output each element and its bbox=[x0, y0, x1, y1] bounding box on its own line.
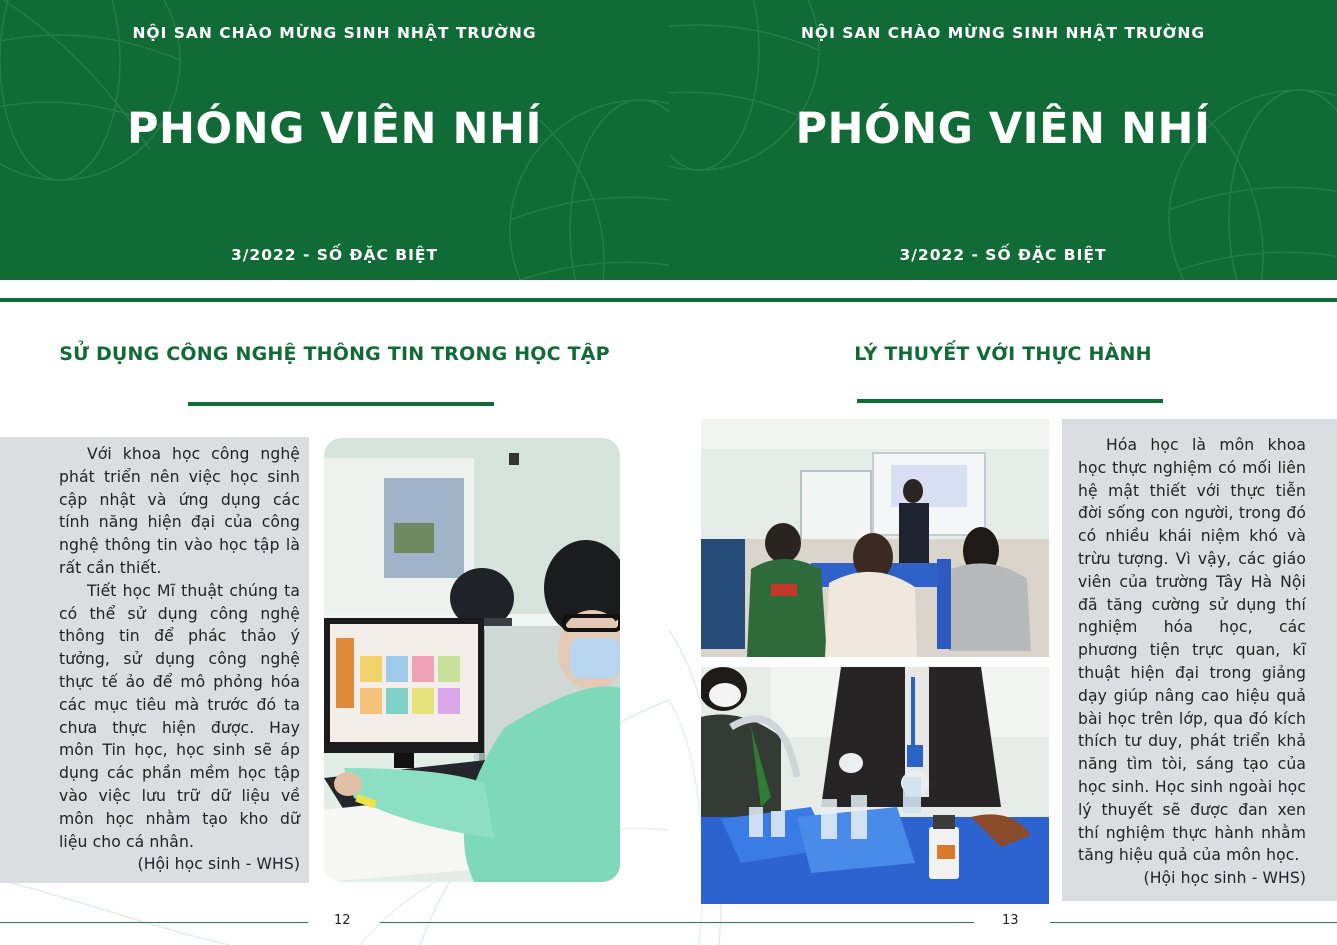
chemistry-lab-photo bbox=[701, 667, 1049, 904]
article-paragraph: Với khoa học công nghệ phát triển nên việc học sinh cập nhật và ứng dụng các tính năng hiện đại của công nghệ thông tin vào học tập là rất cần thiết. bbox=[59, 445, 300, 577]
footer-rule-left bbox=[0, 922, 308, 923]
masthead-banner bbox=[669, 0, 1337, 280]
page-number: 12 bbox=[334, 913, 351, 928]
masthead-title: PHÓNG VIÊN NHÍ bbox=[795, 104, 1211, 154]
article-heading: SỬ DỤNG CÔNG NGHỆ THÔNG TIN TRONG HỌC TẬP bbox=[59, 343, 610, 365]
article-credit: (Hội học sinh - WHS) bbox=[1143, 869, 1306, 888]
masthead-kicker: NỘI SAN CHÀO MỪNG SINH NHẬT TRƯỜNG bbox=[800, 24, 1206, 42]
page-number: 13 bbox=[1002, 913, 1019, 928]
article-body bbox=[59, 443, 300, 876]
article-body bbox=[1078, 434, 1306, 890]
masthead-issue: 3/2022 - SỐ ĐẶC BIỆT bbox=[230, 246, 439, 264]
article-text-box bbox=[1062, 419, 1337, 901]
header-rule bbox=[0, 298, 669, 302]
article-paragraph: Tiết học Mĩ thuật chúng ta có thể sử dụng công nghệ thông tin để phác thảo ý tưởng, sử dụng công nghệ thực tế ảo để mô phỏng hóa các mục tiêu mà trước đó ta chưa thực hiện được. Hay môn Tin học, học sinh sẽ áp dụng các phần mềm học tập vào việc lưu trữ dữ liệu về môn học nhằm tạo kho dữ liệu cho cá nhân. bbox=[59, 581, 300, 851]
article-text-box bbox=[0, 437, 309, 883]
header-rule bbox=[669, 298, 1337, 302]
masthead-title: PHÓNG VIÊN NHÍ bbox=[127, 104, 542, 154]
footer-rule-left bbox=[669, 922, 974, 923]
article-heading: LÝ THUYẾT VỚI THỰC HÀNH bbox=[854, 343, 1152, 365]
footer-rule-right bbox=[1050, 922, 1337, 923]
footer-rule-right bbox=[380, 922, 669, 923]
masthead-issue: 3/2022 - SỐ ĐẶC BIỆT bbox=[899, 246, 1107, 264]
masthead-banner bbox=[0, 0, 669, 280]
article-credit: (Hội học sinh - WHS) bbox=[137, 855, 300, 874]
computer-lab-photo bbox=[324, 438, 620, 882]
article-paragraph: Hóa học là môn khoa học thực nghiệm có mối liên hệ mật thiết với thực tiễn đời sống con người, trong đó có nhiều khái niệm khó và trừu tượng. Vì vậy, các giáo viên của trường Tây Hà Nội đã tăng cường sử dụng thí nghiệm hóa học, các phương tiện trực quan, kĩ thuật hiện đại trong giảng dạy giúp nâng cao hiệu quả bài học trên lớp, qua đó kích thích tư duy, phát triển khả năng tìm tòi, sáng tạo của học sinh. Học sinh ngoài học lý thuyết sẽ được đan xen thí nghiệm thực hành nhằm tăng hiệu quả của môn học. bbox=[1078, 436, 1306, 865]
masthead-kicker: NỘI SAN CHÀO MỪNG SINH NHẬT TRƯỜNG bbox=[132, 24, 537, 42]
page-13 bbox=[669, 0, 1337, 945]
heading-underline bbox=[188, 402, 494, 406]
classroom-photo bbox=[701, 419, 1049, 657]
heading-underline bbox=[857, 399, 1163, 403]
